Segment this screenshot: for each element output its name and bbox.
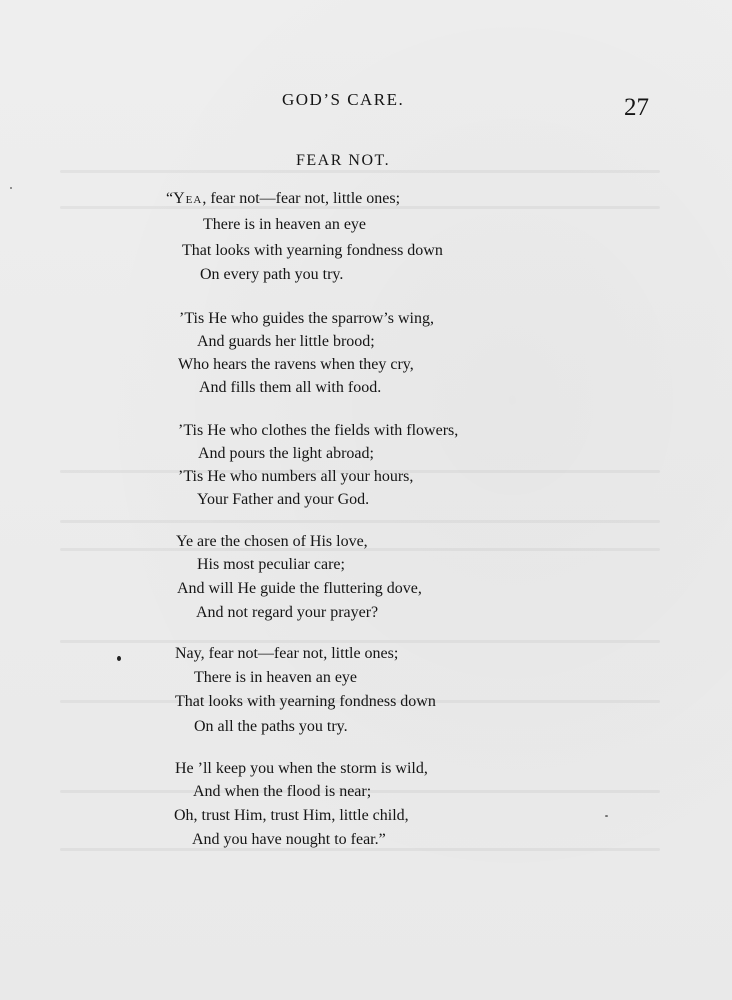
poem-line: ’Tis He who clothes the fields with flowers, — [178, 422, 459, 439]
poem-title: FEAR NOT. — [296, 152, 391, 169]
show-through-band — [60, 520, 660, 523]
first-line-text: , fear not—fear not, little ones; — [202, 190, 401, 207]
poem-line: There is in heaven an eye — [203, 216, 367, 233]
ink-speck — [10, 187, 12, 189]
poem-line: His most peculiar care; — [197, 556, 345, 573]
poem-line: And pours the light abroad; — [198, 445, 374, 462]
poem-line: Nay, fear not—fear not, little ones; — [175, 645, 399, 662]
poem-line: On all the paths you try. — [194, 718, 348, 735]
running-title: GOD’S CARE. — [282, 90, 405, 109]
poem-line: And you have nought to fear.” — [192, 831, 386, 848]
poem-line: And fills them all with food. — [199, 379, 382, 396]
show-through-band — [60, 640, 660, 643]
poem-line-1 — [166, 190, 400, 208]
poem-line: ’Tis He who numbers all your hours, — [178, 468, 414, 485]
poem-line: Oh, trust Him, trust Him, little child, — [174, 807, 409, 824]
poem-line: On every path you try. — [200, 266, 344, 283]
poem-line: And not regard your prayer? — [196, 604, 379, 621]
poem-line: Who hears the ravens when they cry, — [178, 356, 414, 373]
page-number: 27 — [624, 94, 649, 121]
ink-speck — [117, 656, 121, 661]
poem-line: There is in heaven an eye — [194, 669, 358, 686]
poem-line: That looks with yearning fondness down — [182, 242, 443, 259]
poem-line: ’Tis He who guides the sparrow’s wing, — [179, 310, 434, 327]
poem-line: Ye are the chosen of His love, — [176, 533, 368, 550]
poem-line: He ’ll keep you when the storm is wild, — [175, 760, 428, 777]
ink-speck — [605, 815, 608, 817]
poem-line: That looks with yearning fondness down — [175, 693, 436, 710]
poem-line: And will He guide the fluttering dove, — [177, 580, 422, 597]
poem-line: And when the flood is near; — [193, 783, 372, 800]
lead-word: Yea — [173, 190, 203, 207]
show-through-band — [60, 170, 660, 173]
open-quote: “ — [166, 190, 174, 207]
poem-line: Your Father and your God. — [197, 491, 370, 508]
poem-line: And guards her little brood; — [197, 333, 375, 350]
